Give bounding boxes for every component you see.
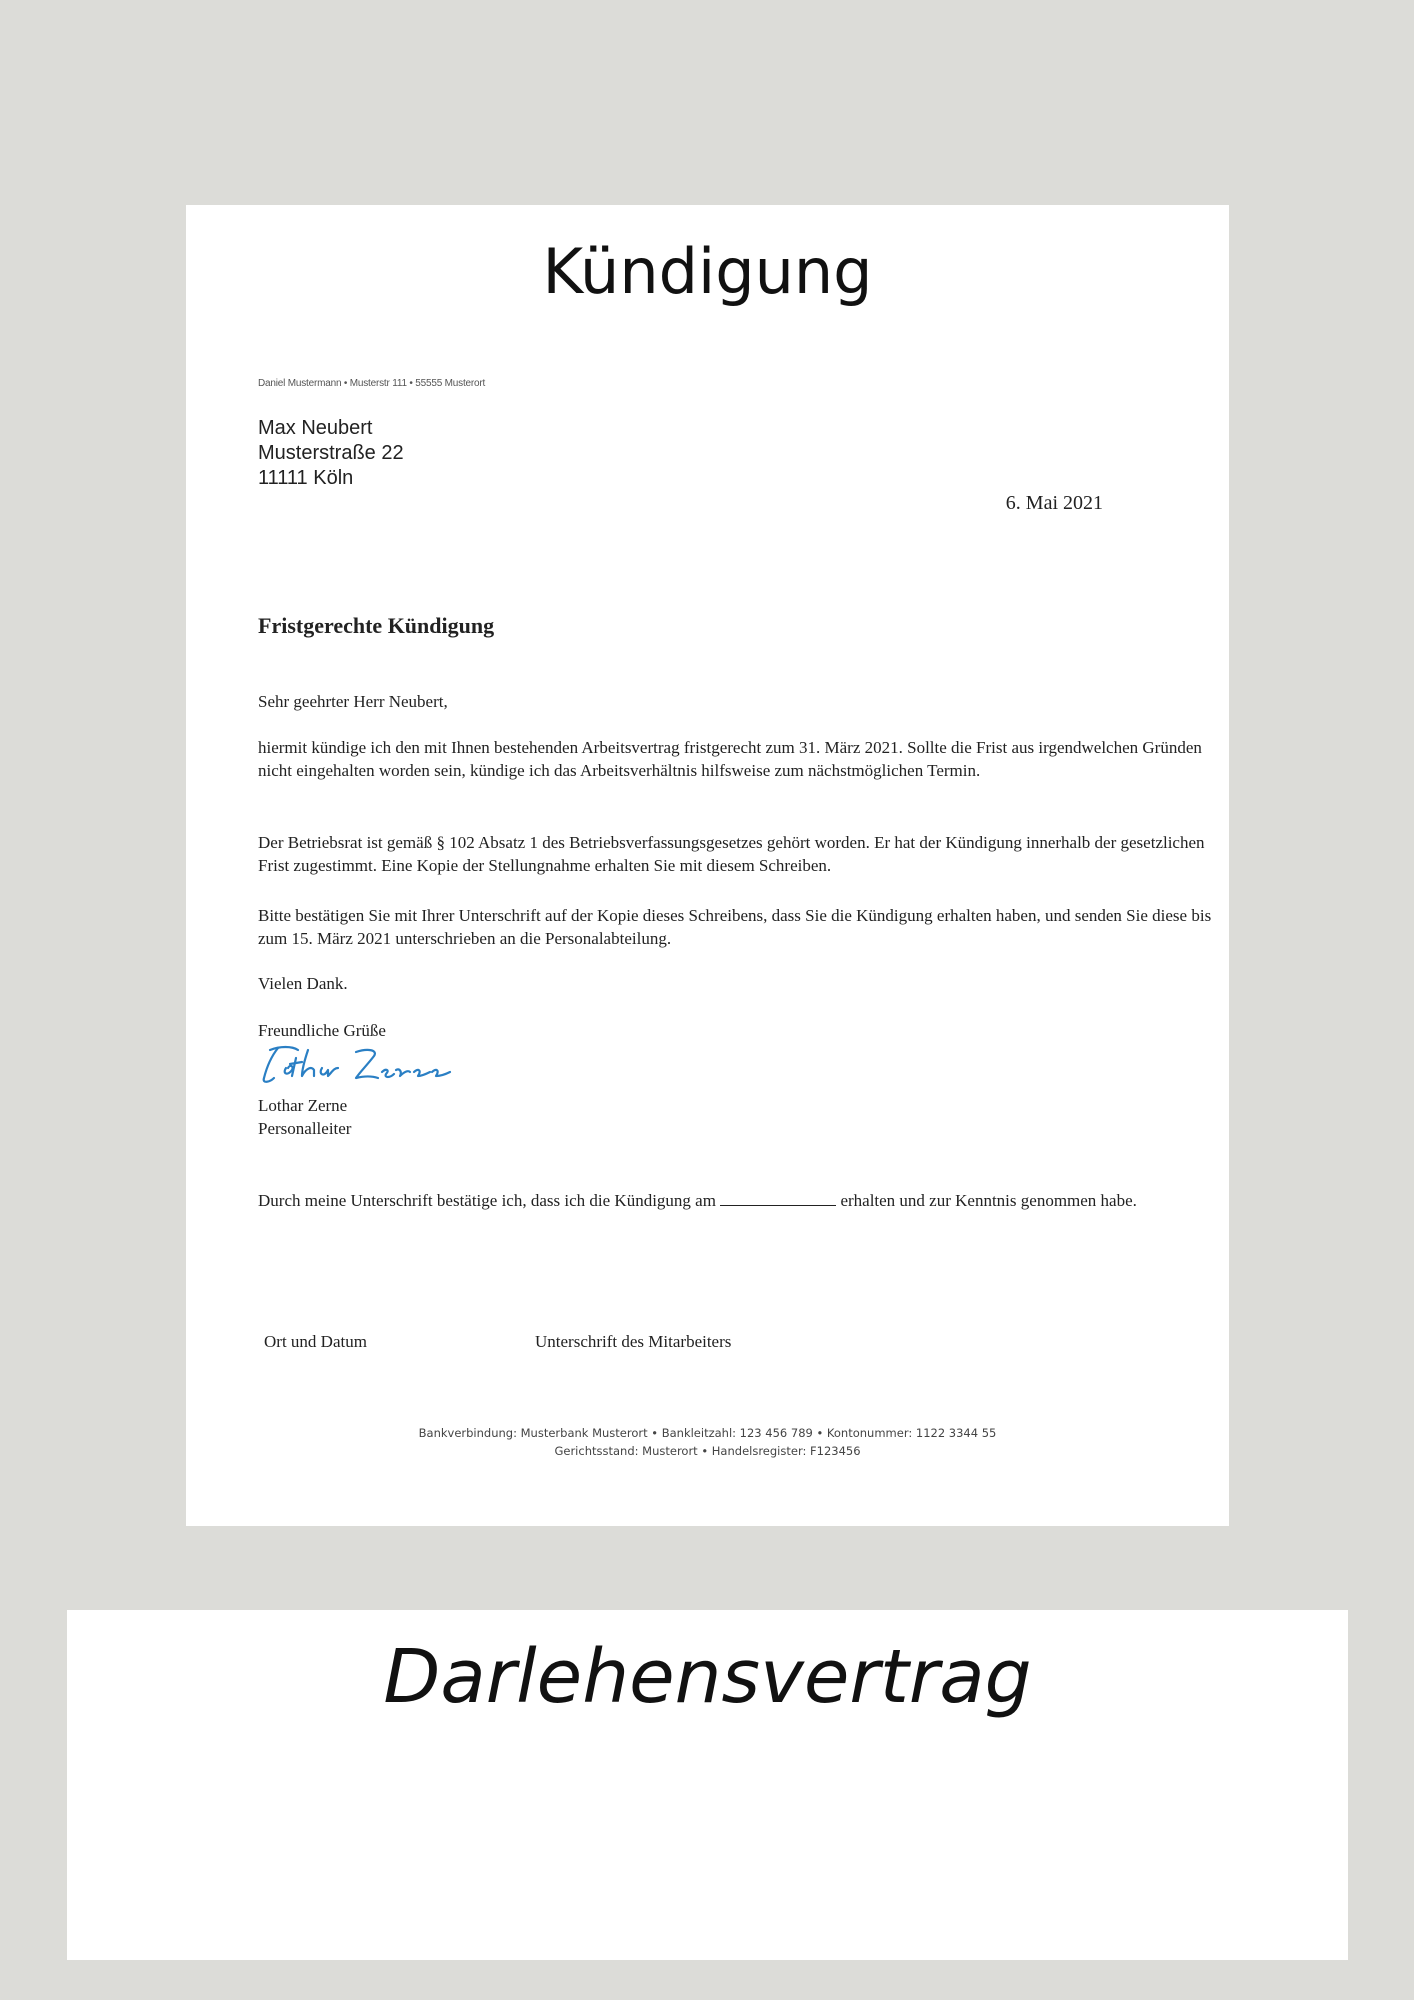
salutation: Sehr geehrter Herr Neubert, bbox=[258, 692, 448, 711]
recipient-name: Max Neubert bbox=[258, 417, 373, 439]
closing-line: Freundliche Grüße bbox=[258, 1021, 386, 1040]
date-blank-line bbox=[720, 1191, 836, 1206]
signer-block bbox=[258, 1095, 351, 1140]
letter-footer bbox=[186, 1424, 1229, 1460]
footer-bank-details: Bankverbindung: Musterbank Musterort • Bankleitzahl: 123 456 789 • Kontonummer: 1122 3344 55 bbox=[418, 1426, 997, 1440]
footer-court-register: Gerichtsstand: Musterort • Handelsregister: F123456 bbox=[554, 1444, 861, 1458]
paragraph-works-council: Der Betriebsrat ist gemäß § 102 Absatz 1 des Betriebsverfassungsgesetzes gehört worden. Er hat der Kündigung innerhalb der gesetzlichen Frist zugestimmt. Eine Kopie der Stellungnahme erhalten Sie mit diesem Schreiben. bbox=[258, 833, 1205, 875]
confirmation-text-after: erhalten und zur Kenntnis genommen habe. bbox=[840, 1191, 1137, 1210]
handwritten-signature bbox=[256, 1038, 456, 1088]
next-template-card[interactable] bbox=[67, 1610, 1348, 1960]
recipient-address bbox=[258, 416, 404, 491]
card-title: Kündigung bbox=[542, 235, 873, 308]
receipt-confirmation bbox=[258, 1190, 1213, 1213]
sender-line: Daniel Mustermann • Musterstr 111 • 55555 Musterort bbox=[258, 378, 486, 389]
thanks-line: Vielen Dank. bbox=[258, 974, 348, 993]
confirmation-text-before: Durch meine Unterschrift bestätige ich, dass ich die Kündigung am bbox=[258, 1191, 716, 1210]
letter-card[interactable] bbox=[186, 205, 1229, 1526]
recipient-city: 11111 Köln bbox=[258, 467, 354, 489]
recipient-street: Musterstraße 22 bbox=[258, 442, 404, 464]
letter-date: 6. Mai 2021 bbox=[1005, 492, 1103, 514]
next-card-title: Darlehensvertrag bbox=[383, 1634, 1032, 1720]
paragraph-confirmation-request: Bitte bestätigen Sie mit Ihrer Unterschrift auf der Kopie dieses Schreibens, dass Sie die Kündigung erhalten haben, und senden Sie diese bis zum 15. März 2021 unterschrieben an die Personalabteilung. bbox=[258, 906, 1212, 948]
place-date-label: Ort und Datum bbox=[264, 1332, 367, 1351]
letter-subject: Fristgerechte Kündigung bbox=[258, 613, 495, 638]
signer-name: Lothar Zerne bbox=[258, 1096, 348, 1115]
signer-title: Personalleiter bbox=[258, 1118, 352, 1138]
employee-signature-label: Unterschrift des Mitarbeiters bbox=[535, 1332, 732, 1351]
paragraph-termination: hiermit kündige ich den mit Ihnen bestehenden Arbeitsvertrag fristgerecht zum 31. März 2021. Sollte die Frist aus irgendwelchen Gründen nicht eingehalten worden sein, kündige ich das Arbeitsverhältnis hilfsweise zum nächstmöglichen Termin. bbox=[258, 738, 1202, 780]
